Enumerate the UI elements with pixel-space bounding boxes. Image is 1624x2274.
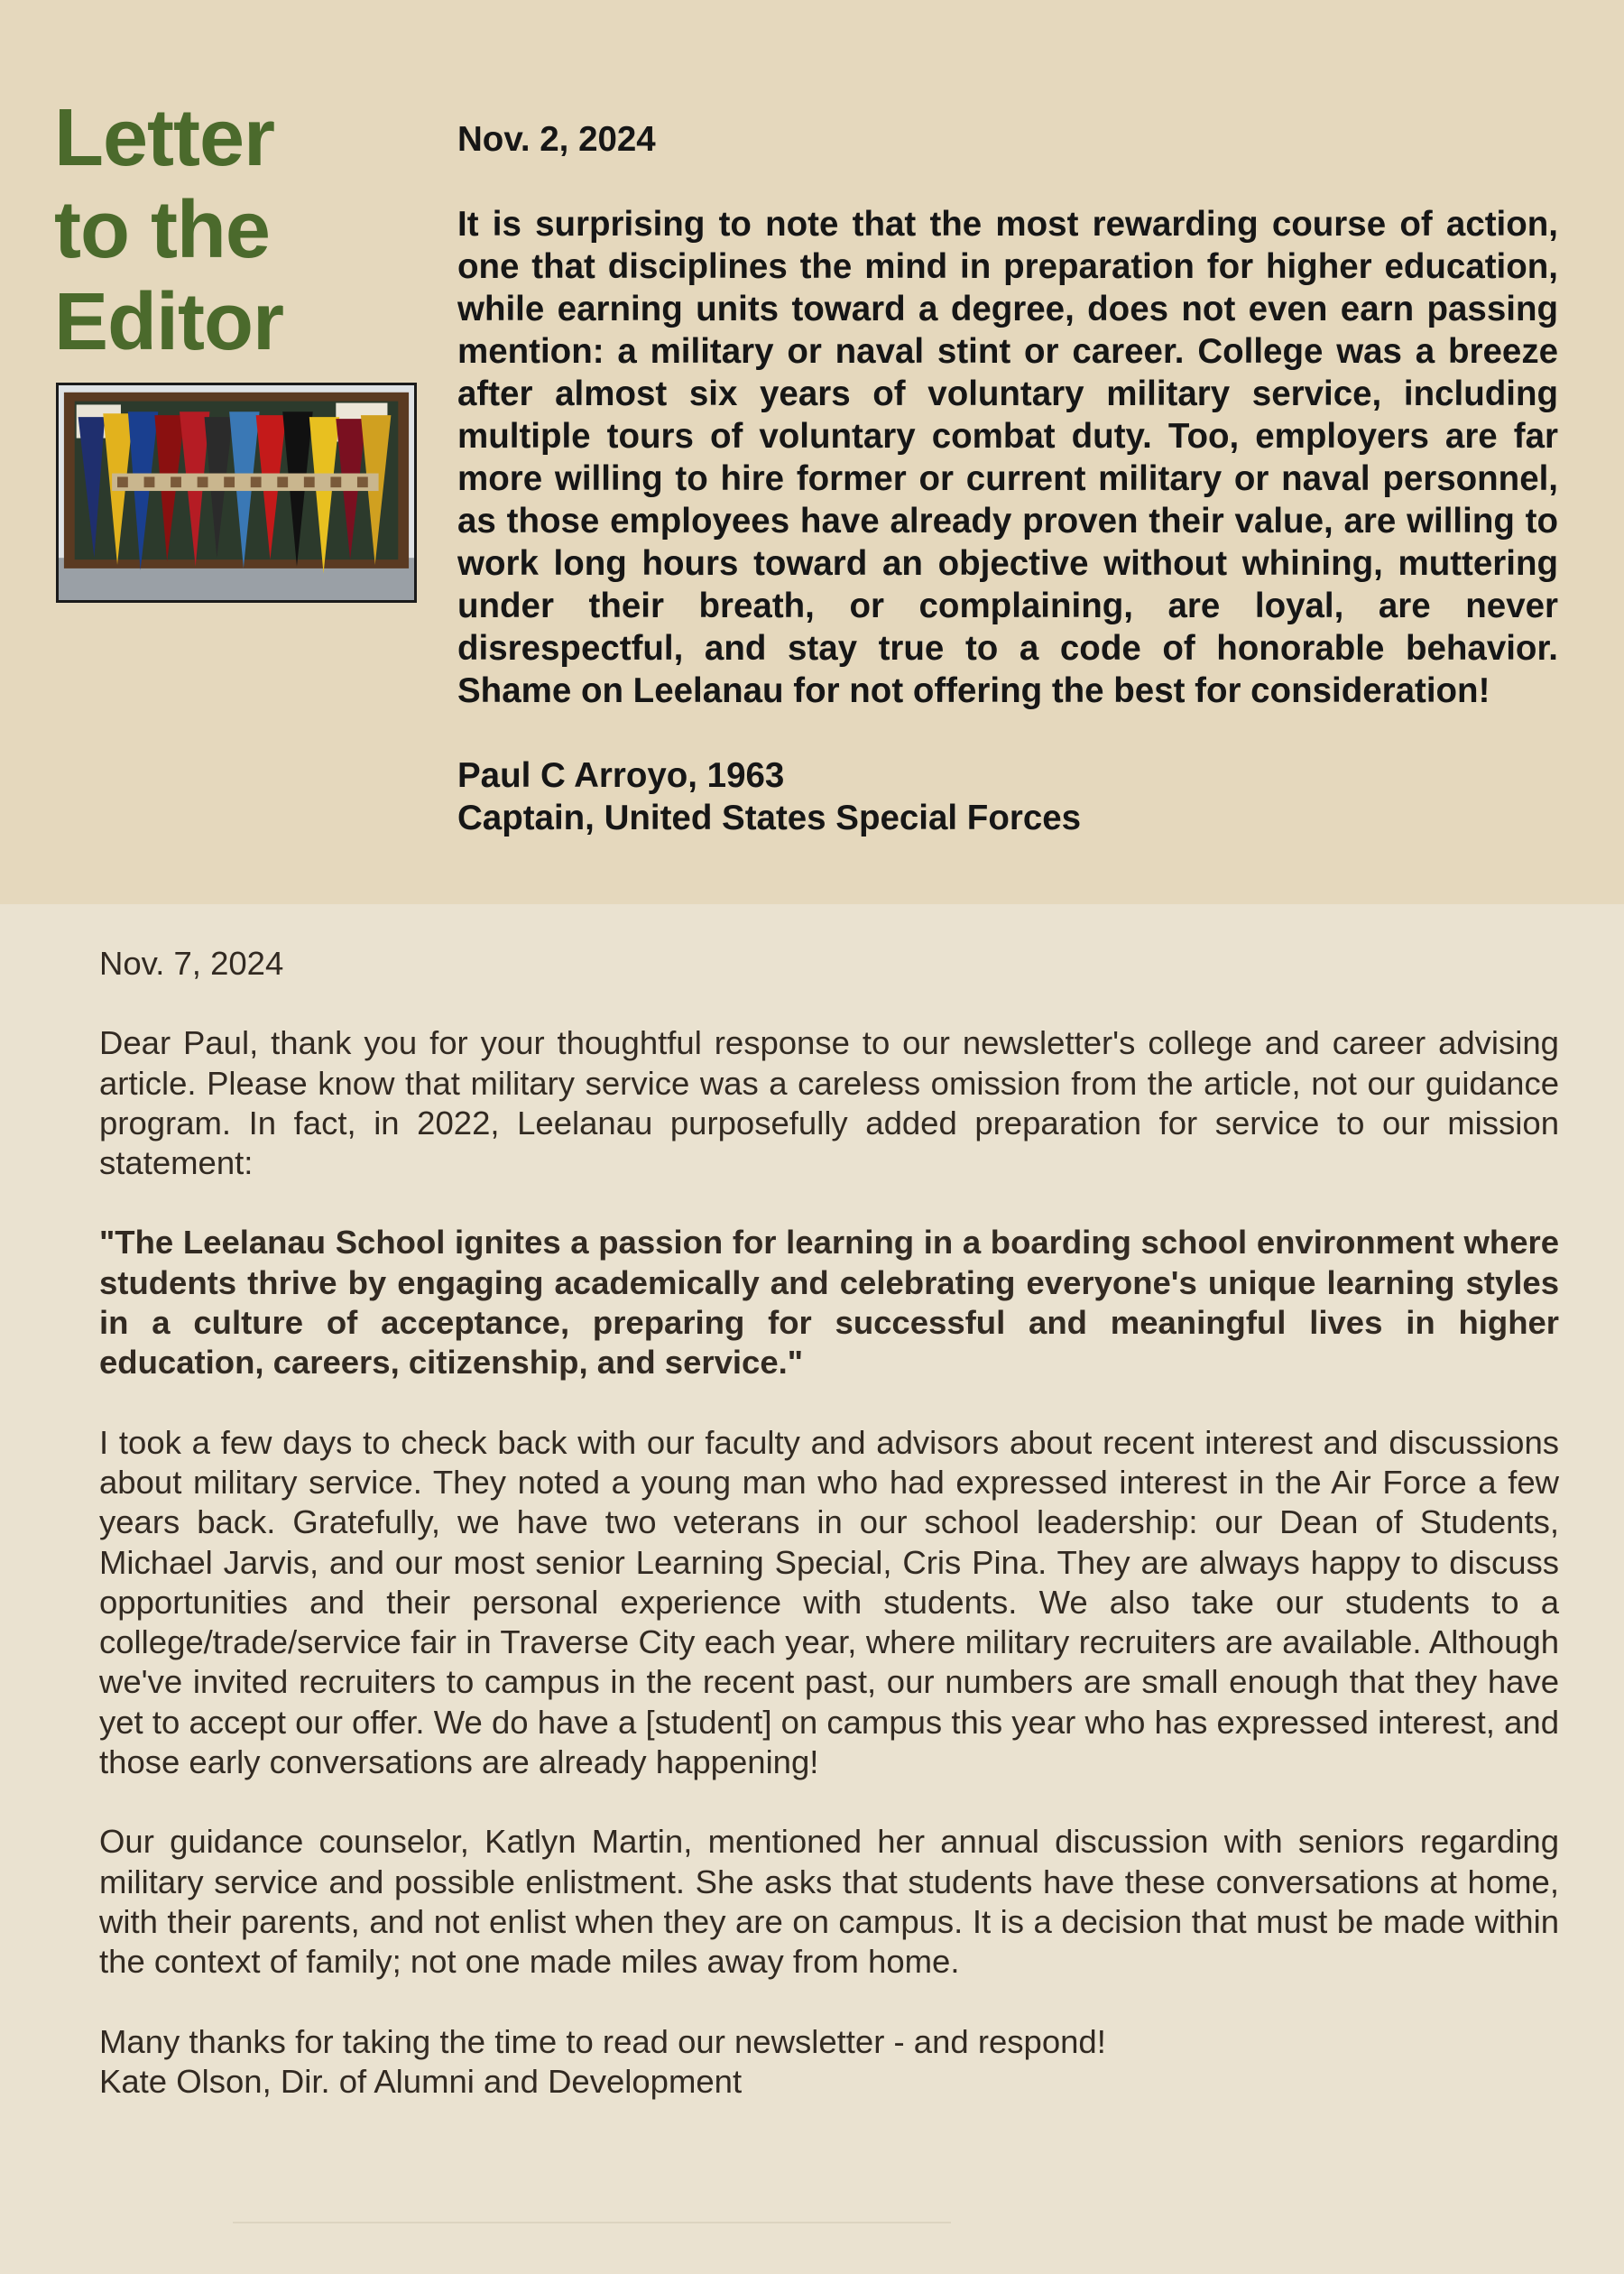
response-paragraph-2: I took a few days to check back with our faculty and advisors about recent interest and discussions about military service. They noted a young man who had expressed interest in the Air Force a few years back. Gratefully, we have two veterans in our school leadership: our Dean of Students, Michael Jarvis, and our most senior Learning Special, Cris Pina. They are always happy to discuss opportunities and their personal experience with students. We also take our students to a college/trade/service fair in Traverse City each year, where military recruiters are available. Although we've invited recruiters to campus in the recent past, our numbers are small enough that they have yet to accept our offer. We do have a [student] on campus this year who has expressed interest, and those early conversations are already happening! bbox=[99, 1423, 1559, 1781]
closing-line: Many thanks for taking the time to read our newsletter - and respond! bbox=[99, 2022, 1106, 2060]
letter-date: Nov. 2, 2024 bbox=[457, 120, 656, 159]
mission-statement-quote: "The Leelanau School ignites a passion for learning in a boarding school environment where students thrive by engaging academically and celebrating everyone's unique learning styles in a culture of acceptance, preparing for successful and meaningful lives in higher education, careers, citizenship, and service." bbox=[99, 1224, 1559, 1382]
response-letter bbox=[99, 944, 1559, 2102]
response-paragraph-3: Our guidance counselor, Katlyn Martin, mentioned her annual discussion with seniors regarding military service and possible enlistment. She asks that students have these conversations at home, with their parents, and not enlist when they are on campus. It is a decision that must be made within the context of family; not one made miles away from home. bbox=[99, 1823, 1559, 1981]
letter-from-paul bbox=[457, 118, 1558, 839]
letter-to-editor-section bbox=[0, 0, 1624, 904]
response-paragraph-1: Dear Paul, thank you for your thoughtful response to our newsletter's college and career advising article. Please know that military service was a careless omission from the article, not our guidance program. In fact, in 2022, Leelanau purposefully added preparation for service to our mission statement: bbox=[99, 1024, 1559, 1182]
response-closing bbox=[99, 2022, 1559, 2103]
page-title-line-3: Editor bbox=[54, 277, 283, 367]
signature-title: Captain, United States Special Forces bbox=[457, 799, 1082, 837]
pennants-illustration bbox=[59, 385, 414, 600]
letter-body: It is surprising to note that the most rewarding course of action, one that disciplines the mind in preparation for higher education, while earning units toward a degree, does not even earn passing mention: a military or naval stint or career. College was a breeze after almost six years of voluntary military service, including multiple tours of voluntary combat duty. Too, employers are far more willing to hire former or current military or naval personnel, as those employees have already proven their value, are willing to work long hours toward an objective without whining, muttering under their breath, or complaining, are loyal, are never disrespectful, and stay true to a code of honorable behavior. Shame on Leelanau for not offering the best for consideration! bbox=[457, 205, 1558, 710]
page-title-line-1: Letter bbox=[54, 93, 275, 183]
page-title bbox=[54, 92, 283, 368]
footer-divider bbox=[233, 2222, 951, 2223]
page-title-line-2: to the bbox=[54, 185, 270, 275]
pennant-display-photo bbox=[56, 383, 417, 603]
closing-signature: Kate Olson, Dir. of Alumni and Development bbox=[99, 2062, 743, 2100]
signature-name: Paul C Arroyo, 1963 bbox=[457, 756, 785, 795]
letter-signature bbox=[457, 754, 1558, 839]
response-date: Nov. 7, 2024 bbox=[99, 945, 284, 982]
